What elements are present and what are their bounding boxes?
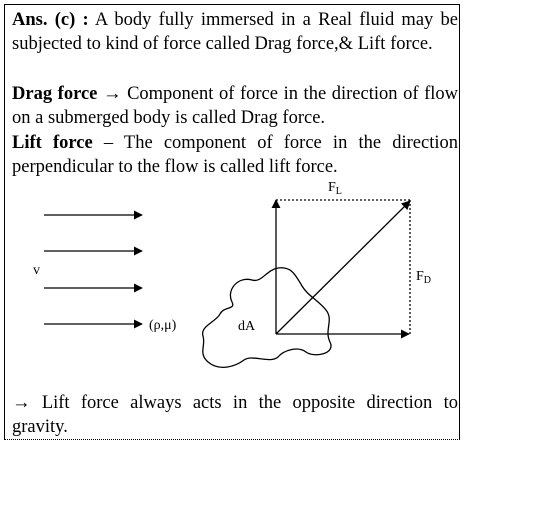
- velocity-label: v: [33, 263, 40, 278]
- note-text: Lift force always acts in the opposite direction to gravity.: [12, 393, 458, 437]
- lift-force-subscript: L: [335, 186, 342, 197]
- area-label: dA: [238, 319, 256, 334]
- fluid-properties-label: (ρ,μ): [149, 318, 177, 333]
- note-arrow: →: [12, 393, 31, 413]
- drag-force-subscript: D: [423, 275, 432, 286]
- lift-term: Lift force: [12, 133, 93, 153]
- drag-term: Drag force: [12, 84, 98, 104]
- answer-prefix: Ans. (c) :: [12, 10, 89, 30]
- submerged-body: [203, 268, 331, 368]
- lift-text: The component of force in the direction perpendicular to the flow is called lift force.: [12, 133, 458, 177]
- drag-arrow: →: [102, 84, 122, 104]
- answer-text: A body fully immersed in a Real fluid may be subjected to kind of force called Drag force,& Lift force.: [12, 10, 458, 54]
- drag-force-label: $F_D$: [416, 269, 432, 286]
- resultant-force-arrow: [276, 201, 410, 334]
- lift-dash: –: [103, 133, 114, 153]
- lift-force-label: $F_L$: [328, 180, 342, 197]
- drag-text: Component of force in the direction of flow on a submerged body is called Drag force.: [12, 84, 458, 128]
